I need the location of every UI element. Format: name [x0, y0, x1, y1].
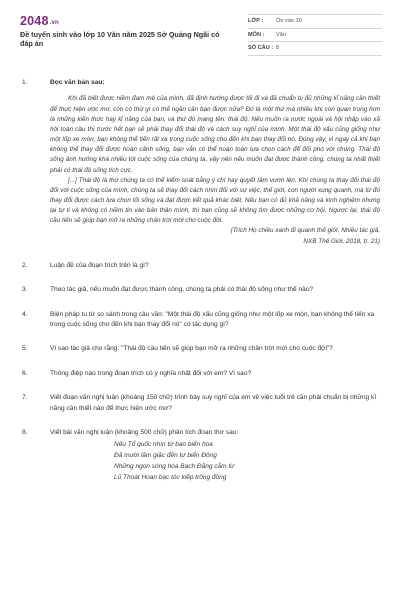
question-4 [22, 310, 380, 331]
meta-row-subject [248, 29, 382, 43]
poem-line: Lũ Thoát Hoan bạc tóc kiếp trống đồng [114, 473, 227, 481]
question-text: Đọc văn bản sau: [50, 79, 105, 86]
site-logo[interactable] [20, 14, 59, 28]
question-text: Theo tác giả, nếu muốn đạt được thành công, chúng ta phải có thái độ sống như thế nào? [50, 286, 314, 294]
question-text: Luận đề của đoạn trích trên là gì? [50, 261, 149, 269]
question-8 [22, 428, 380, 438]
meta-value: Ôn vào 10 [276, 18, 302, 25]
question-number: 3. [22, 286, 28, 294]
question-text: Viết bài văn nghị luận (khoảng 500 chữ) phân tích đoạn thơ sau: [50, 429, 239, 437]
reading-passage [22, 94, 380, 246]
question-2 [22, 261, 380, 271]
question-number: 2. [22, 261, 28, 269]
question-number: 6. [22, 369, 28, 377]
meta-value: 8 [276, 45, 280, 52]
poem-line: Đã mười lăm giặc đến tự biển Đông [114, 451, 217, 459]
meta-label: LỚP : [248, 18, 264, 25]
question-number: 1. [22, 79, 28, 86]
source-title: (Trích Họ chiều xanh đi quanh thế giới, [230, 227, 340, 235]
poem-line: Nếu Tổ quốc nhìn từ bao biển hoa [114, 440, 213, 448]
question-5 [22, 344, 380, 354]
document-header [20, 12, 380, 62]
exam-content [22, 78, 380, 483]
passage-source [50, 226, 380, 246]
question-text: Vì sao tác giả cho rằng: "Thái độ cầu tiến sẽ giúp bạn mở ra những chân trời mới cho cuộc đời"? [50, 345, 333, 353]
question-7 [22, 393, 380, 414]
question-1 [22, 78, 380, 88]
source-line-2: NXB Thế Giới, 2018, tr. 21) [303, 237, 380, 245]
question-number: 4. [22, 310, 28, 318]
source-authors: Nhiều tác giả, [339, 227, 380, 235]
source-line-1 [50, 226, 380, 236]
poem-line: Những ngọn sóng hóa Bạch Đằng cắm từ [114, 462, 235, 470]
poem-excerpt [22, 439, 380, 483]
meta-row-class [248, 15, 382, 29]
logo-tld: .vn [49, 20, 59, 26]
question-number: 8. [22, 429, 28, 437]
passage-paragraph-1: Khi đã biết được niềm đam mê của mình, đã định hướng được lối đi và đã chuẩn bị đủ những kĩ năng cần thiết để thực hiện ước mơ, còn có thứ gì có thể ngăn cản bạn được nữa? Đó là một thứ mà nhiều khi con quan trọng hơn là những kiến thức hay kĩ năng của bạn, và thứ đó mang tên: thái độ. Nếu muốn ra nước ngoài và hội nhập vào xã hội toàn cầu thì trước hết bạn sẽ phải thay đổi thái độ và cách suy nghĩ của mình. Một thái độ xấu cũng giống như một lốp xe mòn, bạn không thể tiến rất xa trong cuộc sống cho đến khi bạn thay đổi nó. Đúng vậy, vì ngay cả khi bạn không thể thay đổi được hoàn cảnh sống, bạn vẫn có thể hoàn toàn lựa chọn cách để đối phó với chúng. Thái độ sống ảnh hưởng khá nhiều tới cuộc sống của chúng ta, vậy nên nếu muốn đạt được thành công, chúng ta nhất thiết phải có thái độ sống tích cực. [50, 95, 380, 174]
passage-paragraph-2: [...] Thái độ là thứ chúng ta có thể kiểm soát bằng ý chí hay quyết tâm vươn lên. Khi chúng ta thay đổi thái độ đối với cuộc sống của mình, chúng ta sẽ thay đổi cách nhìn đối với sự việc, thế giới, con người xung quanh, mà từ đó thay đổi được cách lựa chọn lối sống và đạt được kết quả khác biệt. Nếu bạn có đủ khả năng và kinh nghiệm nhưng lại tự ti và không có niềm tin vào bản thân mình, thì bạn cũng sẽ không tìm được những cơ hội. Ngược lại, thái độ cầu tiến sẽ giúp bạn mở ra những chân trời mới cho cuộc đời. [50, 176, 380, 225]
question-text: Biện pháp tu từ so sánh trong câu văn: "Một thái độ xấu cũng giống như một lốp xe mòn, bạn không thể tiến xa trong cuộc sống cho đến khi bạn thay đổi nó" có tác dụng gì? [50, 310, 375, 329]
document-title: Đề tuyển sinh vào lớp 10 Văn năm 2025 Sở Quảng Ngãi có đáp án [20, 30, 220, 49]
meta-value: Văn [276, 31, 286, 38]
question-text: Thông điệp nào trong đoạn trích có ý nghĩa nhất đối với em? Vì sao? [50, 369, 252, 377]
meta-label: SỐ CÂU : [248, 45, 274, 52]
question-number: 7. [22, 394, 28, 402]
question-text: Viết đoạn văn nghị luận (khoảng 150 chữ) trình bày suy nghĩ của em về việc tuổi trẻ cần phải chuẩn bị những kĩ năng cần thiết nào để thực hiện ước mơ? [50, 394, 377, 412]
question-3 [22, 285, 380, 295]
question-6 [22, 369, 380, 379]
meta-table [248, 14, 382, 56]
question-number: 5. [22, 345, 28, 353]
meta-label: MÔN : [248, 31, 265, 38]
logo-text: 2048 [20, 14, 49, 28]
meta-row-count [248, 42, 382, 56]
